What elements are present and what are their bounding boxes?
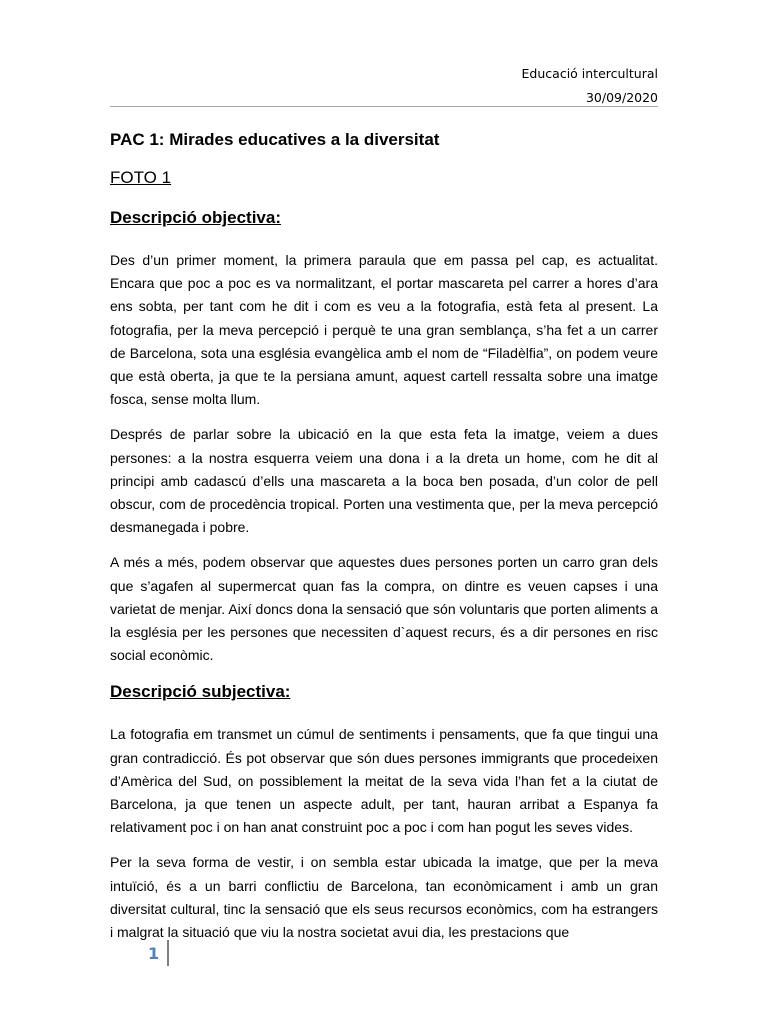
objective-paragraph-2: Després de parlar sobre la ubicació en la que esta feta la imatge, veiem a dues persones: a la nostra esquerra veiem una dona i a la dreta un home, com he dit al principi amb cadascú d’ells una mascareta a la boca ben posada, d’un color de pell obscur, com de procedència tropical. Porten una vestimenta que, per la meva percepció desmanegada i pobre.	[110, 426, 658, 536]
objective-heading: Descripció objectiva:	[110, 208, 282, 227]
header-divider	[110, 106, 658, 107]
document-title: PAC 1: Mirades educatives a la diversitat	[110, 130, 440, 149]
page-footer	[136, 940, 169, 966]
subjective-paragraph-1: La fotografia em transmet un cúmul de sentiments i pensaments, que fa que tingui una gran contradicció. És pot observar que són dues persones immigrants que procedeixen d’Amèrica del Sud, on possiblement la meitat de la seva vida l’han fet a la ciutat de Barcelona, ja que tenen un aspecte adult, per tant, hauran arribat a Espanya fa relativament poc i on han anat construint poc a poc i com han pogut les seves vides.	[110, 726, 658, 836]
subjective-paragraph-2: Per la seva forma de vestir, i on sembla estar ubicada la imatge, que per la meva intuïció, és a un barri conflictiu de Barcelona, tan econòmicament i amb un gran diversitat cultural, tinc la sensació que els seus recursos econòmics, com ha estrangers i malgrat la situació que viu la nostra societat avui dia, les prestacions que	[110, 854, 658, 941]
photo-heading: FOTO 1	[110, 168, 172, 187]
objective-paragraph-3: A més a més, podem observar que aquestes dues persones porten un carro gran dels que s’agafen al supermercat quan fas la compra, on dintre es veuen capses i una varietat de menjar. Així doncs dona la sensació que són voluntaris que porten aliments a la església per les persones que necessiten d`aquest recurs, és a dir persones en risc social econòmic.	[110, 554, 658, 664]
objective-paragraph-1: Des d’un primer moment, la primera paraula que em passa pel cap, es actualitat. Encara que poc a poc es va normalitzant, el portar mascareta pel carrer a hores d’ara ens sobta, per tant com he dit i com es veu a la fotografia, està feta al present. La fotografia, per la meva percepció i perquè te una gran semblança, s’ha fet a un carrer de Barcelona, sota una església evangèlica amb el nom de “Filadèlfia”, on podem veure que està oberta, ja que te la persiana amunt, aquest cartell ressalta sobre una imatge fosca, sense molta llum.	[110, 252, 658, 408]
header-date: 30/09/2020	[585, 90, 658, 105]
page-header	[110, 62, 658, 110]
document-body	[110, 127, 658, 956]
page-number: 1	[148, 943, 160, 963]
subjective-heading: Descripció subjectiva:	[110, 682, 291, 702]
page-number-divider	[167, 940, 169, 966]
header-course: Educació intercultural	[521, 66, 658, 81]
